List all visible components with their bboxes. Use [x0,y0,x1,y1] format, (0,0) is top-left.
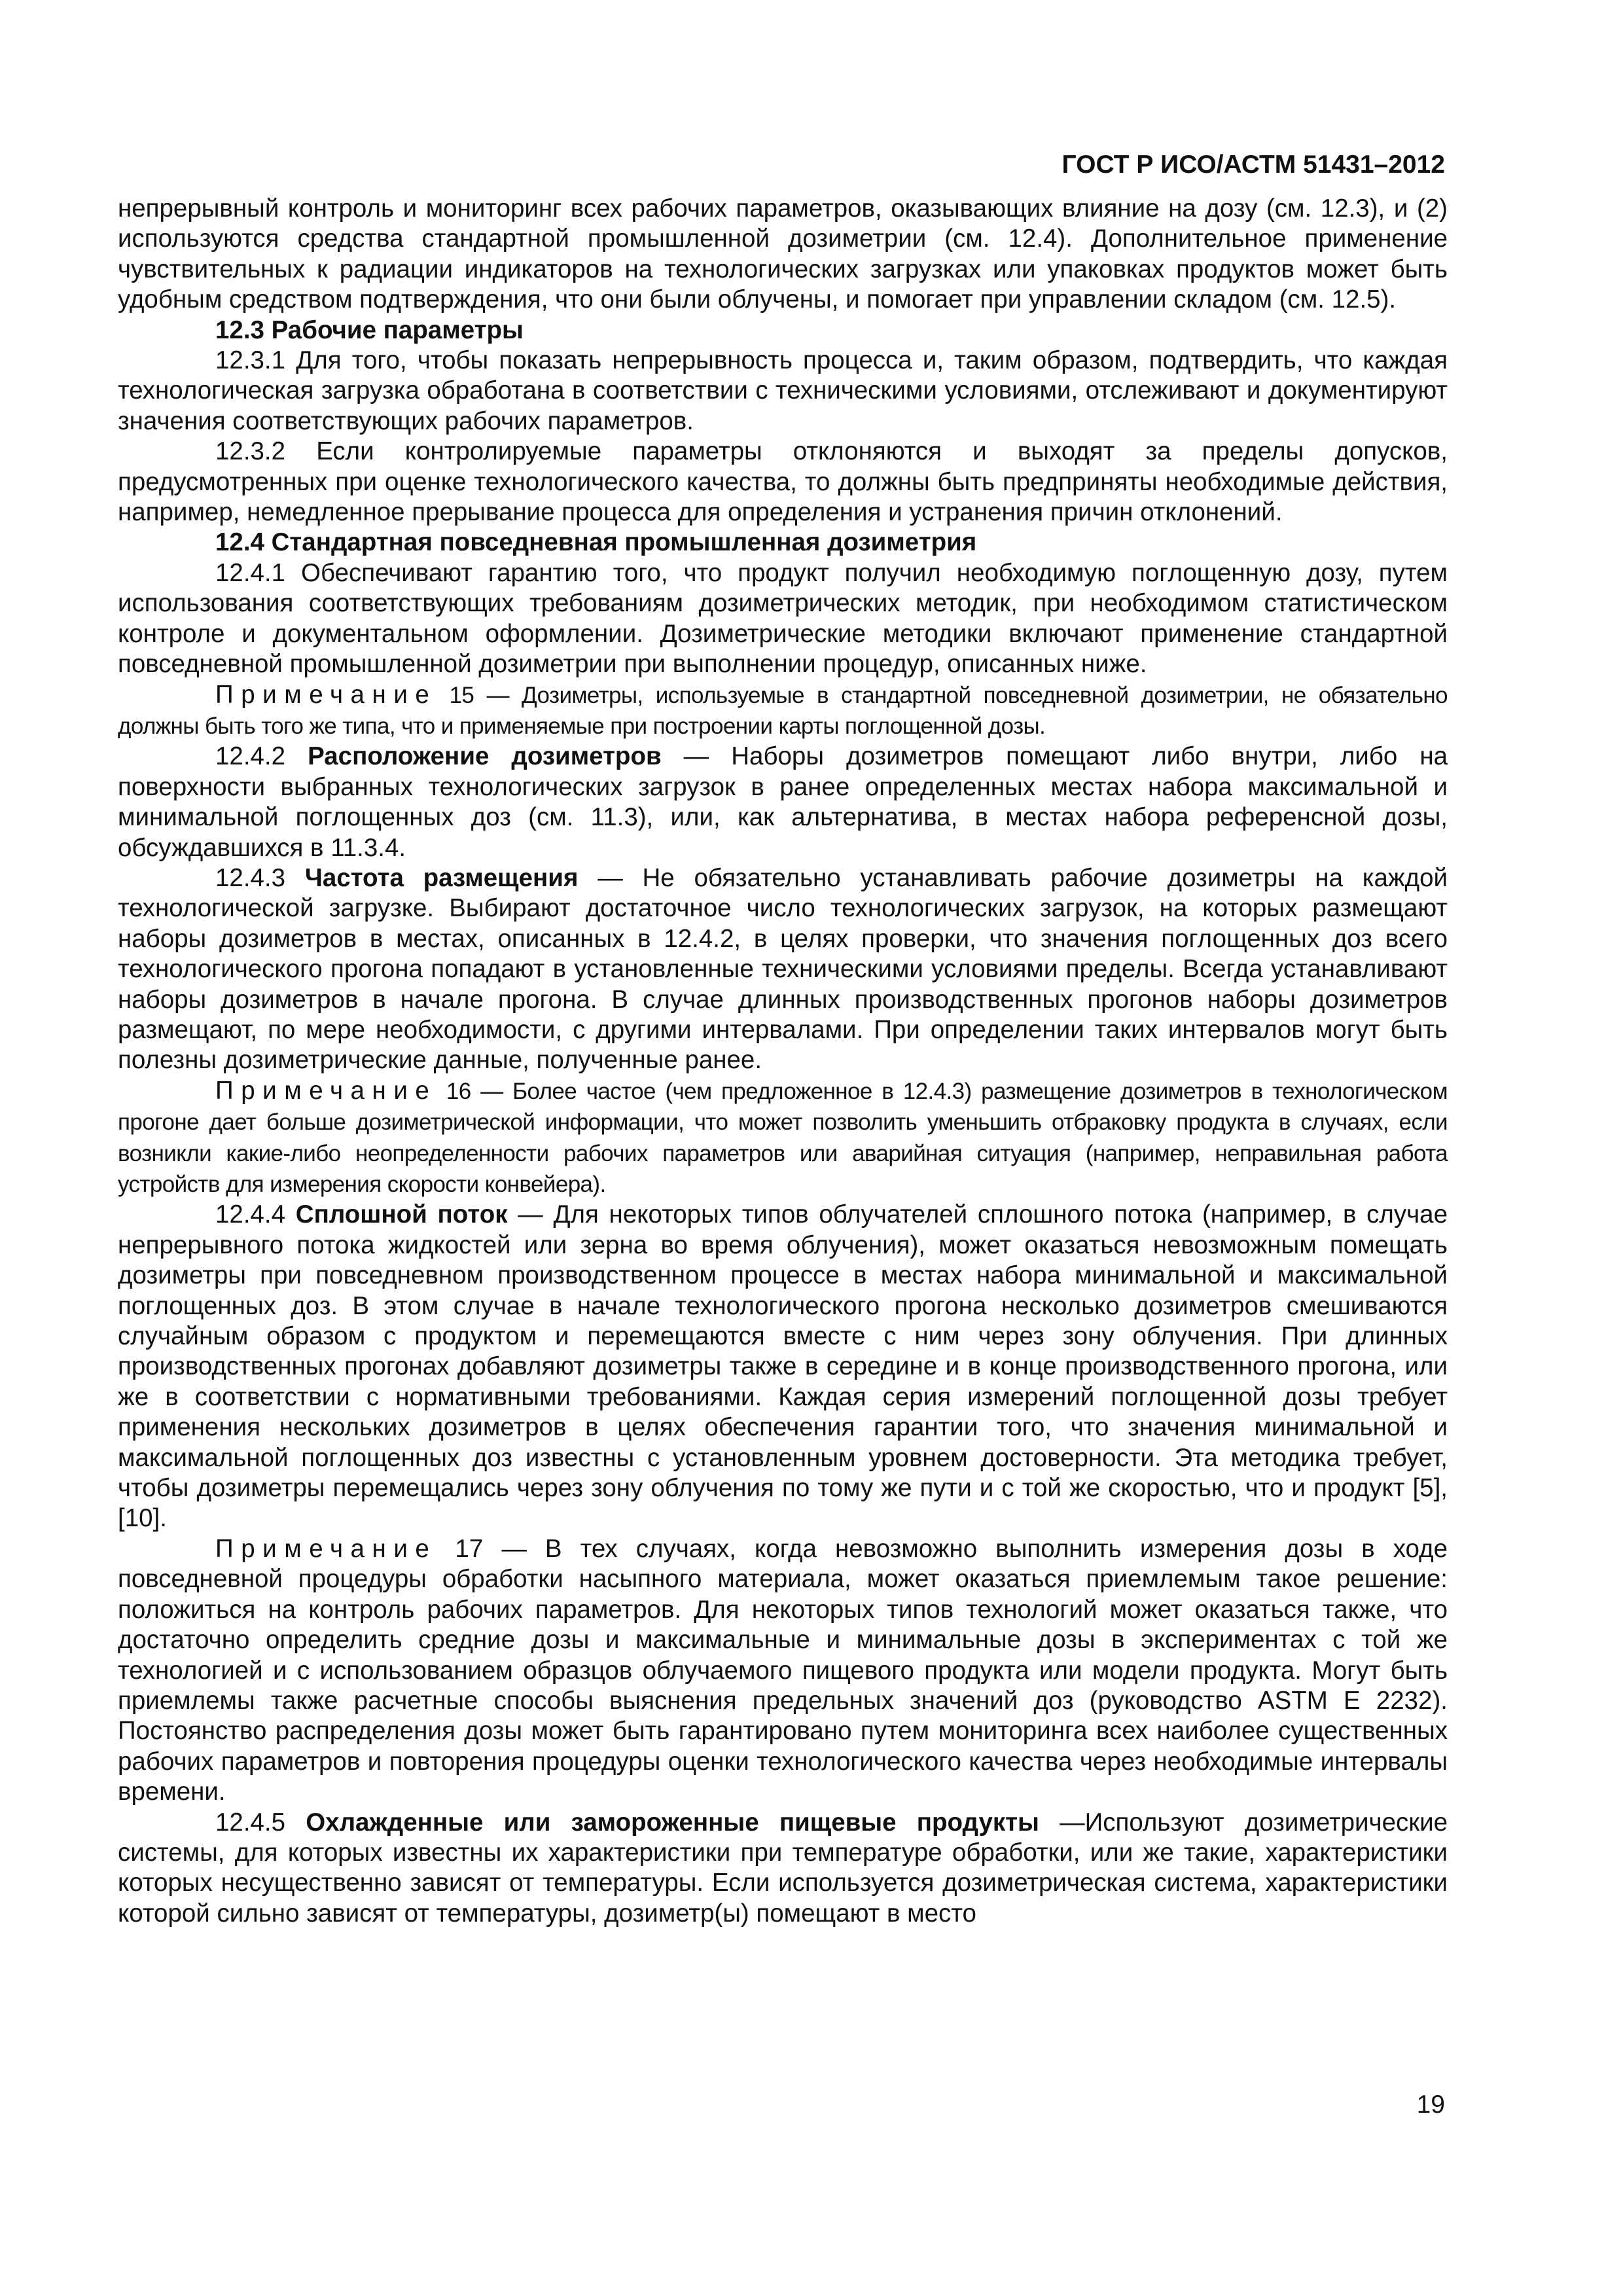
paragraph-12-4-4 [118,1200,1448,1534]
paragraph-12-3-1: 12.3.1 Для того, чтобы показать непрерывность процесса и, таким образом, подтвердить, что каждая технологическая загрузка обработана в соответствии с техническими условиями, отслеживают и документируют значения соответствующих рабочих параметров. [118,346,1448,435]
page-body [118,194,1448,1929]
note-text: 17 — В тех случаях, когда невозможно выполнить измерения дозы в ходе повседневной процедуры обработки насыпного материала, может оказаться приемлемым такое решение: положиться на контроль рабочих параметров. Для некоторых типов технологий может оказаться также, что достаточно определить средние дозы и максимальные и минимальные дозы в экспериментах с той же технологией и с использованием образцов облучаемого пищевого продукта или модели продукта. Могут быть приемлемы также расчетные способы выяснения предельных значений доз (руководство ASTM E 2232). Постоянство распределения дозы может быть гарантировано путем мониторинга всех наиболее существенных рабочих параметров и повторения процедуры оценки технологического качества через необходимые интервалы времени. [118,1534,1448,1806]
clause-title: Частота размещения [304,863,579,892]
paragraph-continuation: непрерывный контроль и мониторинг всех рабочих параметров, оказывающих влияние на дозу (см. 12.3), и (2) используются средства стандартной промышленной дозиметрии (см. 12.4). Дополнительное применение чувствительных к радиации индикаторов на технологических загрузках или упаковках продуктов может быть удобным средством подтверждения, что они были облучены, и помогает при управлении складом (см. 12.5). [118,194,1448,314]
clause-title: Расположение дозиметров [308,742,662,771]
clause-title: Сплошной поток [295,1200,508,1229]
section-heading-12-3: 12.3 Рабочие параметры [215,315,524,344]
note-15 [118,680,1448,742]
note-label: Примечание [215,1534,437,1563]
note-17 [118,1534,1448,1808]
clause-title: Охлажденные или замороженные пищевые продукты [306,1808,1039,1837]
section-heading-12-4: 12.4 Стандартная повседневная промышленная дозиметрия [215,528,977,557]
clause-number: 12.4.2 [215,742,308,771]
paragraph-12-3-2: 12.3.2 Если контролируемые параметры отклоняются и выходят за пределы допусков, предусмотренных при оценке технологического качества, то должны быть предприняты необходимые действия, например, немедленное прерывание процесса для определения и устранения причин отклонений. [118,437,1448,527]
clause-text: — Для некоторых типов облучателей сплошного потока (например, в случае непрерывного потока жидкостей или зерна во время облучения), может оказаться невозможным помещать дозиметры при повседневном производственном процессе в местах набора минимальной и максимальной поглощенных доз. В этом случае в начале технологического прогона несколько дозиметров смешиваются случайным образом с продуктом и перемещаются вместе с ним через зону облучения. При длинных производственных прогонах добавляют дозиметры также в середине и в конце производственного прогона, или же в соответствии с нормативными требованиями. Каждая серия измерений поглощенной дозы требует применения нескольких дозиметров в целях обеспечения гарантии того, что значения минимальной и максимальной поглощенных доз известны с установленным уровнем достоверности. Эта методика требует, чтобы дозиметры перемещались через зону облучения по тому же пути и с той же скоростью, что и продукт [5], [10]. [118,1200,1448,1533]
note-text: 15 — Дозиметры, используемые в стандартной повседневной дозиметрии, не обязательно должны быть того же типа, что и применяемые при построении карты поглощенной дозы. [118,682,1448,739]
note-16 [118,1076,1448,1200]
note-label: Примечание [215,1076,437,1105]
clause-number: 12.4.3 [215,863,305,892]
clause-text: —Используют дозиметрические системы, для которых известны их характеристики при температуре обработки, или же такие, характеристики которых несущественно зависят от температуры. Если используется дозиметрическая система, характеристики которой сильно зависят от температуры, дозиметр(ы) помещают в место [118,1808,1448,1928]
clause-text: — Наборы дозиметров помещают либо внутри, либо на поверхности выбранных технологических загрузок в ранее определенных местах набора максимальной и минимальной поглощенных доз (см. 11.3), или, как альтернатива, в местах набора референсной дозы, обсуждавшихся в 11.3.4. [118,742,1448,862]
clause-number: 12.4.4 [215,1200,296,1229]
paragraph-12-4-3 [118,863,1448,1076]
note-text: 16 — Более частое (чем предложенное в 12.4.3) размещение дозиметров в технологическом прогоне дает больше дозиметрической информации, что может позволить уменьшить отбраковку продукта в случаях, если возникли какие-либо неопределенности рабочих параметров или аварийная ситуация (например, неправильная работа устройств для измерения скорости конвейера). [118,1078,1448,1197]
page-number: 19 [1416,2090,1445,2119]
clause-text: — Не обязательно устанавливать рабочие дозиметры на каждой технологической загрузке. Выбирают достаточное число технологических загрузок, на которых размещают наборы дозиметров в местах, описанных в 12.4.2, в целях проверки, что значения поглощенных доз всего технологического прогона попадают в установленные техническими условиями пределы. Всегда устанавливают наборы дозиметров в начале прогона. В случае длинных производственных прогонов наборы дозиметров размещают, по мере необходимости, с другими интервалами. При определении таких интервалов могут быть полезны дозиметрические данные, полученные ранее. [118,863,1448,1075]
document-id-header: ГОСТ Р ИСО/АСТМ 51431–2012 [1061,151,1445,179]
clause-number: 12.4.5 [215,1808,306,1837]
note-label: Примечание [215,680,437,709]
paragraph-12-4-5 [118,1808,1448,1929]
paragraph-12-4-1: 12.4.1 Обеспечивают гарантию того, что продукт получил необходимую поглощенную дозу, путем использования соответствующих требованиям дозиметрических методик, при необходимом статистическом контроле и документальном оформлении. Дозиметрические методики включают применение стандартной повседневной промышленной дозиметрии при выполнении процедур, описанных ниже. [118,558,1448,679]
paragraph-12-4-2 [118,742,1448,863]
